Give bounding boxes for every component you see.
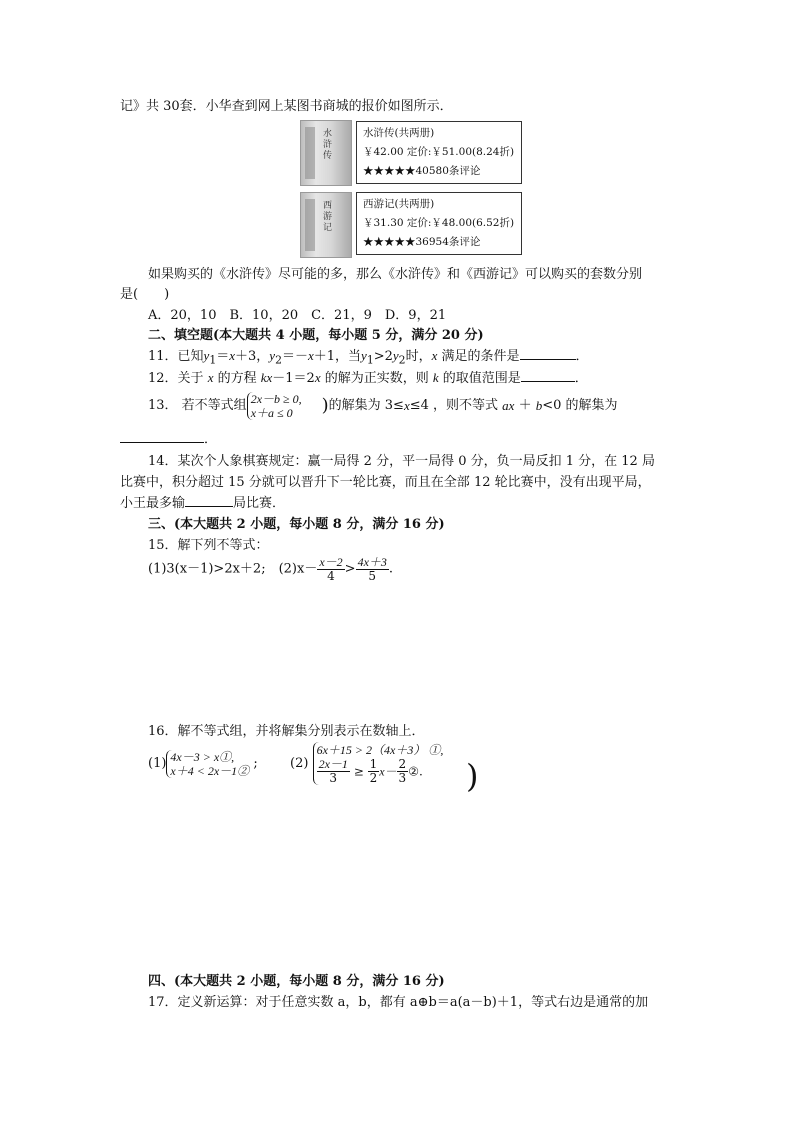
intro-line: 记》共 30套．小华查到网上某图书商城的报价如图所示． — [120, 99, 453, 114]
q15-inequalities: (1)3(x－1)>2x＋2; (2)x－ $\frac{x-2}{4}$ > $\frac{4x+3}{5}$ . — [148, 555, 394, 583]
q16-system-1: (1) 4x－3 > x①, x＋4 < 2x－1② ; — [148, 750, 258, 778]
fraction: $\frac{2x-1}{3}$ — [318, 757, 348, 785]
q14-line1: 14．某次个人象棋赛规定：赢一局得 2 分，平一局得 0 分，负一局反扣 1 分，在 12 局 — [148, 454, 655, 469]
book-cover-title: 水浒传 — [323, 129, 333, 161]
answer-blank[interactable] — [185, 494, 233, 507]
q10-options: A．20，10 B．10，20 C．21，9 D．9，21 — [148, 308, 447, 323]
book-name: 西游记(共两册) — [363, 198, 435, 210]
q16-title: 16．解不等式组，并将解集分别表示在数轴上． — [148, 724, 425, 739]
book-price-card — [356, 192, 522, 255]
q17-line1: 17．定义新运算：对于任意实数 a，b，都有 a⊕b＝a(a－b)＋1，等式右边是通常的加 — [148, 995, 649, 1010]
section-3-heading: 三、(本大题共 2 小题，每小题 8 分，满分 16 分) — [148, 517, 445, 532]
fraction: $\frac{1}{2}$ — [369, 757, 378, 785]
q14-line2: 比赛中，积分超过 15 分就可以晋升下一轮比赛，而且在全部 12 轮比赛中，没有出现平局， — [120, 475, 651, 490]
book-price: ￥42.00 定价:￥51.00(8.24折) — [363, 146, 515, 158]
book-cover-image — [300, 120, 352, 186]
fraction: $\frac{4x+3}{5}$ — [357, 555, 387, 583]
answer-blank[interactable] — [520, 347, 576, 360]
inequality-system: 4x－3 > x①, x＋4 < 2x－1② — [166, 750, 249, 778]
q15-title: 15．解下列不等式： — [148, 538, 269, 553]
inequality-system: 6x＋15 > 2（4x＋3） ①, $\frac{2x-1}{3}$ ≥ $\frac{1}{2}$ x－ $\frac{2}{3}$ ②. — [313, 742, 444, 785]
question-13: 13． 若不等式组 2x－b ≥ 0, x＋a ≤ 0 )的解集为 3≤x≤4 ，则不等式 ax ＋ b<0 的解集为 — [148, 392, 618, 420]
question-13-blank-line: ． — [120, 430, 217, 450]
section-2-heading: 二、填空题(本大题共 4 小题，每小题 5 分，满分 20 分) — [148, 328, 484, 343]
book-price-card — [356, 121, 522, 184]
q10-line2: 是( ) — [120, 287, 170, 302]
closing-paren: ) — [466, 757, 479, 795]
book-cover-image — [300, 192, 352, 258]
inequality-system: 2x－b ≥ 0, x＋a ≤ 0 — [247, 392, 302, 420]
answer-blank[interactable] — [120, 430, 204, 443]
question-11: 11．已知$y_1=x+3$，$y_2=-x+1$，当$y_1>2y_2$时，x 满足的条件是 ． — [148, 348, 589, 367]
fraction: $\frac{2}{3}$ — [398, 757, 407, 785]
book-price: ￥31.30 定价:￥48.00(6.52折) — [363, 217, 515, 229]
book-name: 水浒传(共两册) — [363, 127, 435, 139]
q16-system-2: (2) 6x＋15 > 2（4x＋3） ①, $\frac{2x-1}{3}$ ≥ $\frac{1}{2}$ x－ $\frac{2}{3}$ ②. — [290, 743, 444, 785]
question-12: 12．关于 x 的方程 kx－1＝2x 的解为正实数，则 k 的取值范围是 ． — [148, 370, 588, 386]
fraction: $\frac{x-2}{4}$ — [319, 555, 343, 583]
book-rating: ★★★★★40580条评论 — [363, 165, 481, 177]
answer-blank[interactable] — [521, 369, 575, 382]
q14-line3: 小王最多输 局比赛． — [120, 496, 286, 511]
q10-line1: 如果购买的《水浒传》尽可能的多，那么《水浒传》和《西游记》可以购买的套数分别 — [148, 267, 643, 282]
section-4-heading: 四、(本大题共 2 小题，每小题 8 分，满分 16 分) — [148, 974, 445, 989]
book-cover-title: 西游记 — [323, 201, 333, 233]
book-rating: ★★★★★36954条评论 — [363, 236, 481, 248]
